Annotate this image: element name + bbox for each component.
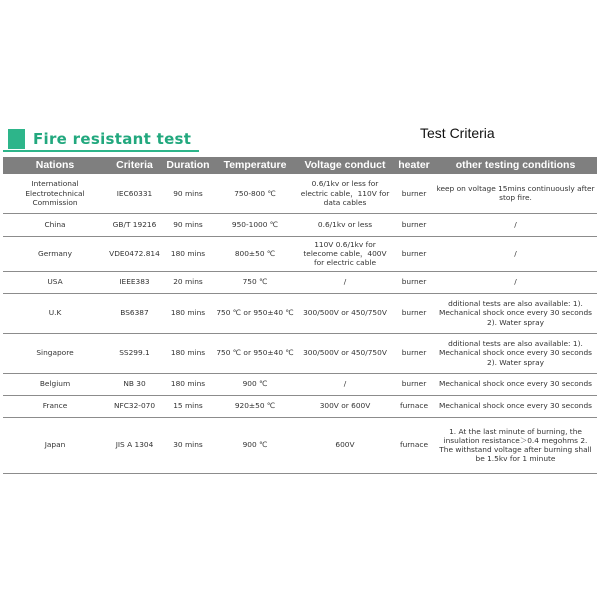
cell-temperature: 750 ℃ [214, 271, 296, 293]
cell-criteria: BS6387 [107, 293, 162, 333]
cell-duration: 180 mins [162, 333, 214, 373]
cell-duration: 180 mins [162, 293, 214, 333]
cell-duration: 90 mins [162, 174, 214, 213]
cell-criteria: SS299.1 [107, 333, 162, 373]
cell-conditions: / [434, 271, 597, 293]
cell-nation: USA [3, 271, 107, 293]
cell-nation: Belgium [3, 373, 107, 395]
column-header: Voltage conduct [296, 157, 394, 174]
cell-heater: furnace [394, 395, 434, 417]
cell-temperature: 750 ℃ or 950±40 ℃ [214, 333, 296, 373]
cell-conditions: 1. At the last minute of burning, the insulation resistance＞0.4 megohms 2. The withstand voltage after burning shall be 1.5kv for 1 minute [434, 417, 597, 473]
cell-heater: burner [394, 293, 434, 333]
cell-temperature: 920±50 ℃ [214, 395, 296, 417]
cell-voltage: 300V or 600V [296, 395, 394, 417]
cell-voltage: 0.6/1kv or less for electric cable，110V for data cables [296, 174, 394, 213]
cell-conditions: Mechanical shock once every 30 seconds [434, 373, 597, 395]
cell-temperature: 800±50 ℃ [214, 236, 296, 271]
column-header: Temperature [214, 157, 296, 174]
column-header: Criteria [107, 157, 162, 174]
cell-conditions: dditional tests are also available: 1). Mechanical shock once every 30 seconds 2). Water spray [434, 293, 597, 333]
table-row [3, 333, 597, 373]
cell-nation: International Electrotechnical Commission [3, 174, 107, 213]
criteria-title: Test Criteria [420, 125, 495, 141]
cell-nation: Germany [3, 236, 107, 271]
table-row [3, 174, 597, 213]
cell-nation: France [3, 395, 107, 417]
cell-nation: U.K [3, 293, 107, 333]
cell-duration: 30 mins [162, 417, 214, 473]
cell-heater: burner [394, 236, 434, 271]
cell-temperature: 900 ℃ [214, 417, 296, 473]
cell-duration: 15 mins [162, 395, 214, 417]
cell-nation: Japan [3, 417, 107, 473]
table-row [3, 417, 597, 473]
column-header: Nations [3, 157, 107, 174]
cell-heater: burner [394, 174, 434, 213]
table-row [3, 213, 597, 236]
cell-temperature: 750-800 ℃ [214, 174, 296, 213]
table-row [3, 271, 597, 293]
cell-duration: 90 mins [162, 213, 214, 236]
cell-voltage: 110V 0.6/1kv for telecome cable，400V for electric cable [296, 236, 394, 271]
column-header: Duration [162, 157, 214, 174]
cell-temperature: 950-1000 ℃ [214, 213, 296, 236]
table-row [3, 293, 597, 333]
cell-heater: burner [394, 373, 434, 395]
cell-temperature: 750 ℃ or 950±40 ℃ [214, 293, 296, 333]
table-row [3, 373, 597, 395]
cell-voltage: 0.6/1kv or less [296, 213, 394, 236]
cell-criteria: VDE0472.814 [107, 236, 162, 271]
cell-heater: burner [394, 333, 434, 373]
cell-conditions: dditional tests are also available: 1). Mechanical shock once every 30 seconds 2). Water spray [434, 333, 597, 373]
cell-duration: 20 mins [162, 271, 214, 293]
cell-duration: 180 mins [162, 236, 214, 271]
fire-test-table [3, 157, 597, 474]
table-row [3, 236, 597, 271]
cell-nation: China [3, 213, 107, 236]
cell-criteria: GB/T 19216 [107, 213, 162, 236]
cell-conditions: Mechanical shock once every 30 seconds [434, 395, 597, 417]
table-header-row [3, 157, 597, 174]
cell-voltage: / [296, 271, 394, 293]
cell-conditions: / [434, 213, 597, 236]
cell-criteria: NFC32-070 [107, 395, 162, 417]
table-row [3, 395, 597, 417]
cell-voltage: 300/500V or 450/750V [296, 293, 394, 333]
cell-nation: Singapore [3, 333, 107, 373]
cell-criteria: IEEE383 [107, 271, 162, 293]
cell-criteria: IEC60331 [107, 174, 162, 213]
cell-criteria: NB 30 [107, 373, 162, 395]
cell-heater: burner [394, 213, 434, 236]
cell-conditions: keep on voltage 15mins continuously after stop fire. [434, 174, 597, 213]
cell-heater: burner [394, 271, 434, 293]
column-header: other testing conditions [434, 157, 597, 174]
cell-voltage: 300/500V or 450/750V [296, 333, 394, 373]
column-header: heater [394, 157, 434, 174]
section-marker-icon [8, 129, 25, 149]
cell-duration: 180 mins [162, 373, 214, 395]
cell-heater: furnace [394, 417, 434, 473]
section-underline [3, 150, 199, 152]
section-header [3, 128, 597, 152]
cell-criteria: JIS A 1304 [107, 417, 162, 473]
section-title: Fire resistant test [33, 130, 192, 148]
cell-temperature: 900 ℃ [214, 373, 296, 395]
cell-conditions: / [434, 236, 597, 271]
cell-voltage: 600V [296, 417, 394, 473]
cell-voltage: / [296, 373, 394, 395]
